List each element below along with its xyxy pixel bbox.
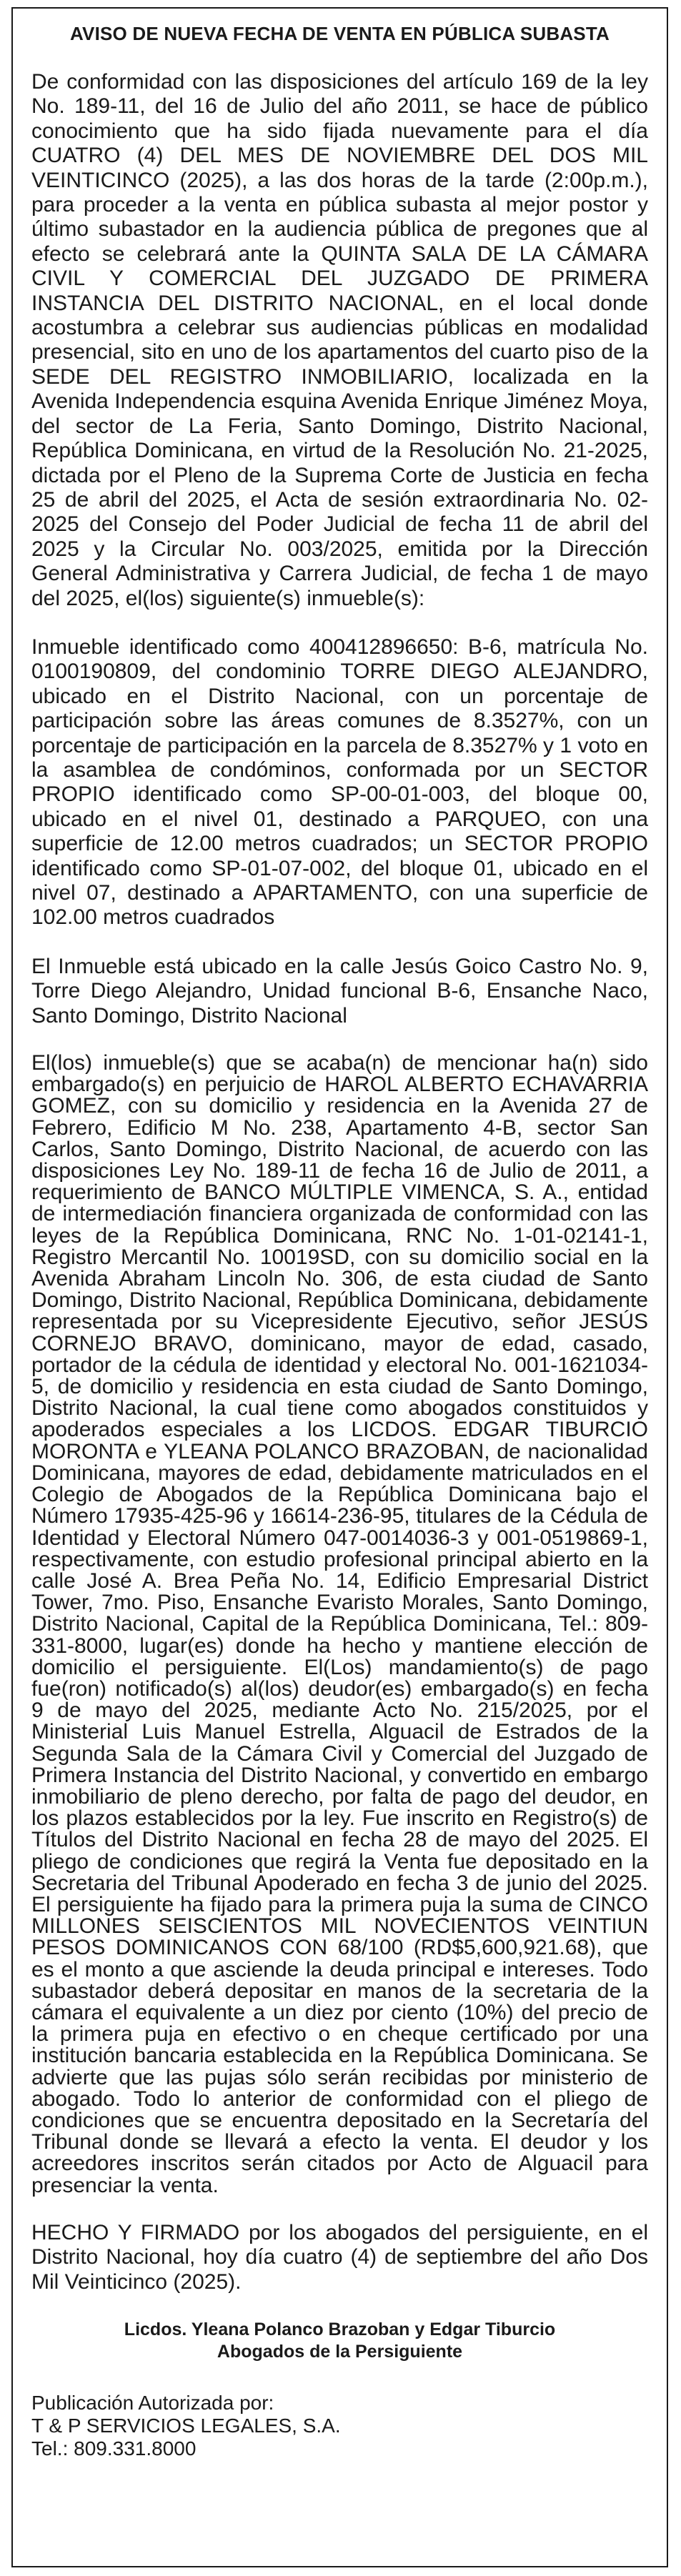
notice-title: AVISO DE NUEVA FECHA DE VENTA EN PÚBLICA SUBASTA — [70, 23, 610, 44]
signature-role: Abogados de la Persiguiente — [217, 2342, 463, 2362]
signature-block — [31, 2319, 648, 2363]
paragraph-sale-date: De conformidad con las disposiciones del artículo 169 de la ley No. 189-11, del 16 de Julio del año 2011, se hace de público conocimiento que ha sido fijada nuevamente para el día CUATRO (4) DEL MES DE NOVIEMBRE DEL DOS MIL VEINTICINCO (2025), a las dos horas de la tarde (2:00p.m.), para proceder a la venta en pública subasta al mejor postor y último subastador en la audiencia pública de pregones que al efecto se celebrará ante la QUINTA SALA DE LA CÁMARA CIVIL Y COMERCIAL DEL JUZGADO DE PRIMERA INSTANCIA DEL DISTRITO NACIONAL, en el local donde acostumbra a celebrar sus audiencias públicas en modalidad presencial, sito en uno de los apartamentos del cuarto piso de la SEDE DEL REGISTRO INMOBILIARIO, localizada en la Avenida Independencia esquina Avenida Enrique Jiménez Moya, del sector de La Feria, Santo Domingo, Distrito Nacional, República Dominicana, en virtud de la Resolución No. 21-2025, dictada por el Pleno de la Suprema Corte de Justicia en fecha 25 de abril del 2025, el Acta de sesión extraordinaria No. 02-2025 del Consejo del Poder Judicial de fecha 11 de abril del 2025 y la Circular No. 003/2025, emitida por la Dirección General Administrativa y Carrera Judicial, de fecha 1 de mayo del 2025, el(los) siguiente(s) inmueble(s): — [31, 70, 648, 610]
paragraph-seizure-details: El(los) inmueble(s) que se acaba(n) de mencionar ha(n) sido embargado(s) en perjuicio de HAROL ALBERTO ECHAVARRIA GOMEZ, con su domicilio y residencia en la Avenida 27 de Febrero, Edificio M No. 238, Apartamento 4-B, sector San Carlos, Santo Domingo, Distrito Nacional, de acuerdo con las disposiciones Ley No. 189-11 de fecha 16 de Julio de 2011, a requerimiento de BANCO MÚLTIPLE VIMENCA, S. A., entidad de intermediación financiera organizada de conformidad con las leyes de la República Dominicana, RNC No. 1-01-02141-1, Registro Mercantil No. 10019SD, con su domicilio social en la Avenida Abraham Lincoln No. 306, de esta ciudad de Santo Domingo, Distrito Nacional, República Dominicana, debidamente representada por su Vicepresidente Ejecutivo, señor JESÚS CORNEJO BRAVO, dominicano, mayor de edad, casado, portador de la cédula de identidad y electoral No. 001-1621034-5, de domicilio y residencia en esta ciudad de Santo Domingo, Distrito Nacional, la cual tiene como abogados constituidos y apoderados especiales a los LICDOS. EDGAR TIBURCIO MORONTA e YLEANA POLANCO BRAZOBAN, de nacionalidad Dominicana, mayores de edad, debidamente matriculados en el Colegio de Abogados de la República Dominicana bajo el Número 17935-425-96 y 16614-236-95, titulares de la Cédula de Identidad y Electoral Número 047-0014036-3 y 001-0519869-1, respectivamente, con estudio profesional principal abierto en la calle José A. Brea Peña No. 14, Edificio Empresarial District Tower, 7mo. Piso, Ensanche Evaristo Morales, Santo Domingo, Distrito Nacional, Capital de la República Dominicana, Tel.: 809-331-8000, lugar(es) donde ha hecho y mantiene elección de domicilio el persiguiente. El(Los) mandamiento(s) de pago fue(ron) notificado(s) al(los) deudor(es) embargado(s) en fecha 9 de mayo del 2025, mediante Acto No. 215/2025, por el Ministerial Luis Manuel Estrella, Alguacil de Estrados de la Segunda Sala de la Cámara Civil y Comercial del Juzgado de Primera Instancia del Distrito Nacional, y convertido en embargo inmobiliario de pleno derecho, por falta de pago del deudor, en los plazos establecidos por la ley. Fue inscrito en Registro(s) de Títulos del Distrito Nacional en fecha 28 de mayo del 2025. El pliego de condiciones que regirá la Venta fue depositado en la Secretaria del Tribunal Apoderado en fecha 3 de junio del 2025. El persiguiente ha fijado para la primera puja la suma de CINCO MILLONES SEISCIENTOS MIL NOVECIENTOS VEINTIUN PESOS DOMINICANOS CON 68/100 (RD$5,600,921.68), que es el monto a que asciende la deuda principal e intereses. Todo subastador deberá depositar en manos de la secretaria de la cámara el equivalente a un diez por ciento (10%) del precio de la primera puja en efectivo o en cheque certificado por una institución bancaria establecida en la República Dominicana. Se advierte que las pujas sólo serán recibidas por ministerio de abogado. Todo lo anterior de conformidad con el pliego de condiciones que se encuentra depositado en la Secretaría del Tribunal donde se llevará a efecto la venta. El deudor y los acreedores inscritos serán citados por Acto de Alguacil para presenciar la venta. — [31, 1051, 648, 2197]
footer-phone: Tel.: 809.331.8000 — [31, 2437, 197, 2460]
publication-footer — [31, 2392, 648, 2460]
paragraph-property-description: Inmueble identificado como 400412896650: B-6, matrícula No. 0100190809, del condominio TORRE DIEGO ALEJANDRO, ubicado en el Distrito Nacional, con un porcentaje de participación sobre las áreas comunes de 8.3527%, con un porcentaje de participación en la parcela de 8.3527% y 1 voto en la asamblea de condóminos, conformada por un SECTOR PROPIO identificado como SP-00-01-003, del bloque 00, ubicado en el nivel 01, destinado a PARQUEO, con una superficie de 12.00 metros cuadrados; un SECTOR PROPIO identificado como SP-01-07-002, del bloque 01, ubicado en el nivel 07, destinado a APARTAMENTO, con una superficie de 102.00 metros cuadrados — [31, 635, 648, 930]
legal-notice — [11, 7, 668, 2567]
paragraph-property-location: El Inmueble está ubicado en la calle Jesús Goico Castro No. 9, Torre Diego Alejandro, Unidad funcional B-6, Ensanche Naco, Santo Domingo, Distrito Nacional — [31, 954, 648, 1028]
signature-names: Licdos. Yleana Polanco Brazoban y Edgar Tiburcio — [124, 2319, 556, 2340]
footer-authorized-by: Publicación Autorizada por: — [31, 2392, 274, 2415]
footer-company: T & P SERVICIOS LEGALES, S.A. — [31, 2415, 341, 2437]
paragraph-signed: HECHO Y FIRMADO por los abogados del persiguiente, en el Distrito Nacional, hoy día cuatro (4) de septiembre del año Dos Mil Veinticinco (2025). — [31, 2220, 648, 2294]
